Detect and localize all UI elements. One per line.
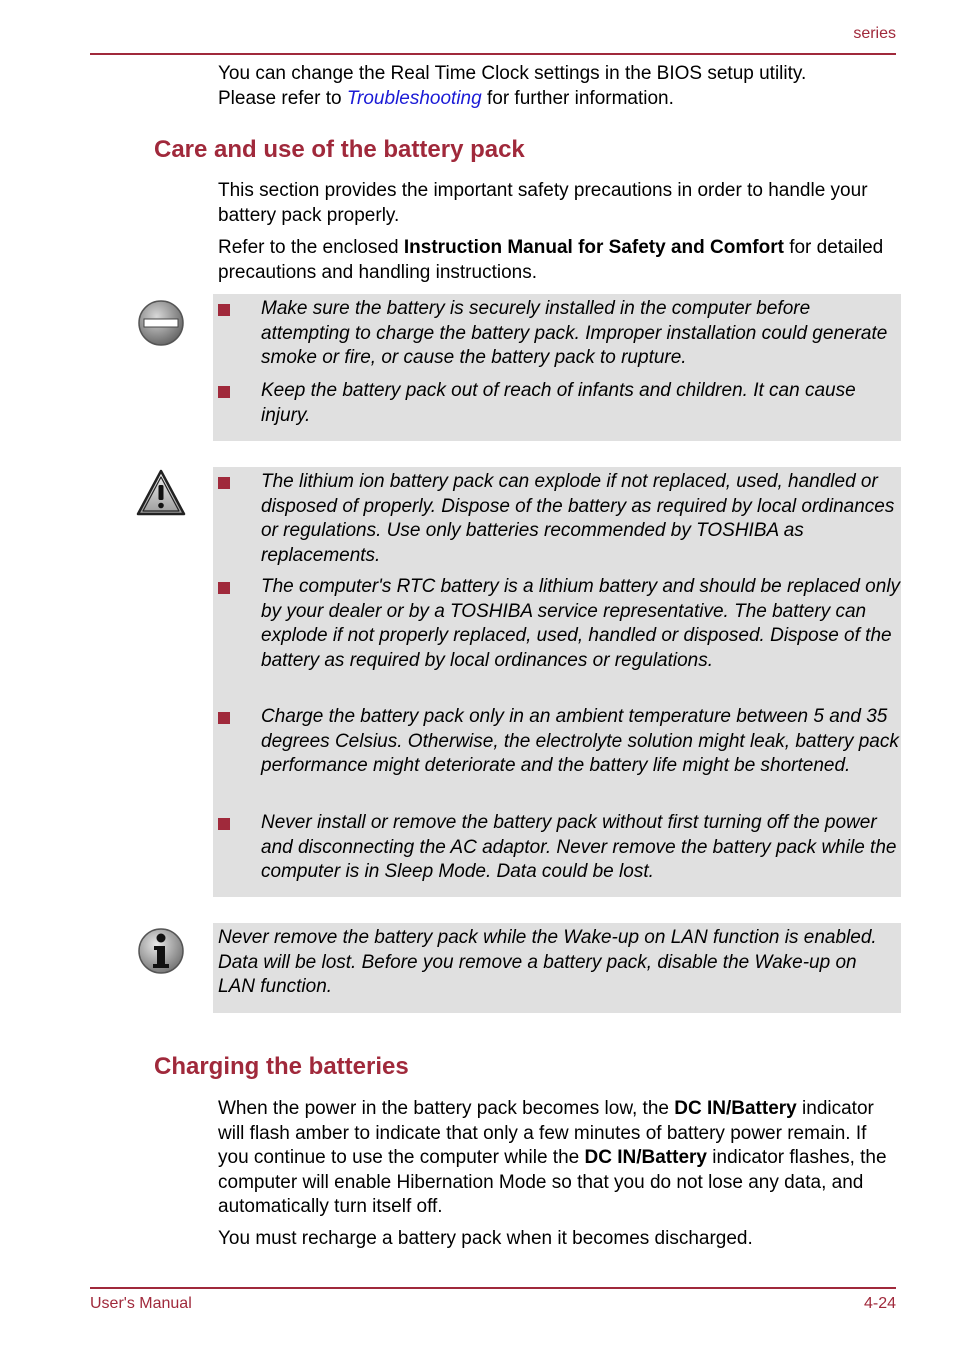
info-icon	[136, 926, 186, 976]
note-text: Charge the battery pack only in an ambient temperature between 5 and 35 degrees Celsius. Otherwise, the electrolyte solution might leak, battery pack performance might deteriorate and the battery life might be shortened.	[261, 706, 899, 776]
bullet-square-icon	[218, 477, 230, 489]
note-text: Make sure the battery is securely installed in the computer before attempting to charge the battery pack. Improper installation could generate smoke or fire, or cause the battery pack to rupture.	[261, 298, 888, 368]
charging-paragraph-2: You must recharge a battery pack when it becomes discharged.	[218, 1228, 753, 1249]
footer-rule	[90, 1287, 896, 1289]
intro-paragraph	[218, 62, 898, 111]
intro-line-2-suffix: for further information.	[481, 87, 674, 109]
dc-in-battery-label: DC IN/Battery	[584, 1147, 707, 1168]
section-title-battery-care: Care and use of the battery pack	[154, 136, 525, 163]
info-note-box	[213, 923, 901, 1013]
intro-line-2-prefix: Please refer to	[218, 87, 347, 109]
dc-in-battery-label: DC IN/Battery	[674, 1098, 797, 1119]
info-note-text: Never remove the battery pack while the Wake-up on LAN function is enabled. Data will be lost. Before you remove a battery pack, disable the Wake-up on LAN function.	[218, 927, 877, 997]
battery-care-paragraph-1: This section provides the important safety precautions in order to handle your battery pack properly.	[218, 180, 868, 226]
footer-page-number: 4-24	[863, 1295, 896, 1312]
para2-prefix: Refer to the enclosed	[218, 237, 404, 258]
charging-text: When the power in the battery pack becomes low, the	[218, 1098, 675, 1119]
bullet-square-icon	[218, 386, 230, 398]
charging-text: indicator will flash amber to indicate that only a few minutes of battery power remain. If you continue to use the computer while the	[218, 1098, 874, 1168]
troubleshooting-link[interactable]: Troubleshooting	[346, 87, 482, 109]
bullet-square-icon	[218, 582, 230, 594]
charging-text: indicator flashes, the computer will enable Hibernation Mode so that you do not lose any data, and automatically turn itself off.	[218, 1147, 887, 1217]
footer-manual-label: User's Manual	[90, 1295, 192, 1312]
safety-manual-title: Instruction Manual for Safety and Comfort	[403, 237, 784, 258]
section-title-charging: Charging the batteries	[154, 1053, 409, 1080]
note-text: The computer's RTC battery is a lithium battery and should be replaced only by your dealer or by a TOSHIBA service representative. The battery can explode if not properly replaced, used, handled or disposed. Dispose of the battery as required by local ordinances or regulations.	[261, 576, 901, 671]
note-text: Keep the battery pack out of reach of infants and children. It can cause injury.	[261, 380, 856, 426]
prohibited-icon	[136, 298, 186, 348]
warning-triangle-icon	[136, 468, 186, 518]
bullet-square-icon	[218, 304, 230, 316]
danger-note-box	[213, 294, 901, 441]
bullet-square-icon	[218, 818, 230, 830]
charging-paragraph-1	[218, 1097, 898, 1220]
intro-line-1: You can change the Real Time Clock settings in the BIOS setup utility.	[218, 63, 807, 84]
header-label: series	[853, 25, 896, 42]
header-rule	[90, 53, 896, 55]
note-text: Never install or remove the battery pack without first turning off the power and disconnecting the AC adaptor. Never remove the battery pack while the computer is in Sleep Mode. Data could be lost.	[261, 812, 897, 882]
bullet-square-icon	[218, 712, 230, 724]
note-text: The lithium ion battery pack can explode if not replaced, used, handled or disposed of properly. Dispose of the battery as required by local ordinances or regulations. Use only batteries recommended by TOSHIBA as replacements.	[261, 471, 895, 566]
battery-care-paragraph-2	[218, 236, 898, 285]
para2-suffix: for detailed precautions and handling instructions.	[218, 237, 884, 283]
warning-note-box	[213, 467, 901, 897]
